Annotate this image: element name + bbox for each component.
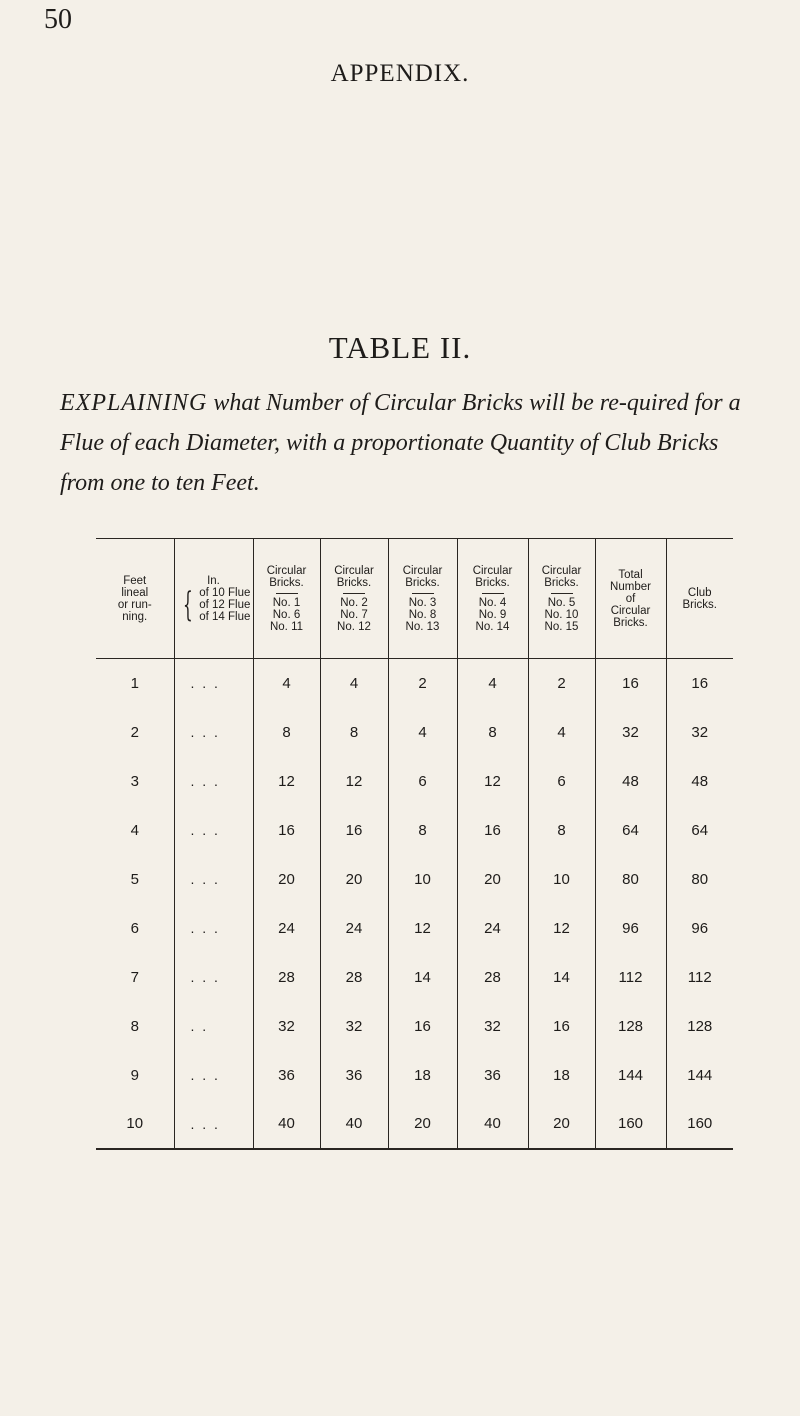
cell-circular-1: 12 [253,757,320,806]
cell-dots: . . . [174,904,253,953]
header-circular-3: Circular Bricks. No. 3 No. 8 No. 13 [388,539,457,659]
table-row [96,708,733,757]
cell-circular-1: 40 [253,1100,320,1149]
cell-circular-4: 8 [457,708,528,757]
cell-circular-3: 14 [388,953,457,1002]
cell-circular-1: 4 [253,659,320,708]
cell-circular-5: 6 [528,757,595,806]
cell-circular-5: 2 [528,659,595,708]
cell-feet: 10 [96,1100,174,1149]
cell-circular-3: 10 [388,855,457,904]
table-title: TABLE II. [328,330,472,365]
cell-circular-2: 32 [320,1002,388,1051]
cell-circular-4: 16 [457,806,528,855]
header-rule [412,593,434,594]
cell-dots: . . . [174,708,253,757]
header-circular-2: Circular Bricks. No. 2 No. 7 No. 12 [320,539,388,659]
cell-feet: 1 [130,674,139,692]
cell-circular-5: 16 [528,1002,595,1051]
cell-circular-3: 8 [388,806,457,855]
cell-circular-2: 28 [320,953,388,1002]
cell-circular-1: 8 [253,708,320,757]
cell-circular-3: 18 [388,1051,457,1100]
header-rule [482,593,504,594]
bricks-table [96,538,733,1150]
header-row [96,539,733,659]
cell-dots: . . . [174,855,253,904]
cell-dots: . . [174,1002,253,1051]
brace-glyph: { [182,584,193,625]
cell-circular-1: 16 [253,806,320,855]
cell-circular-3: 2 [388,659,457,708]
cell-club: 96 [666,904,733,953]
cell-club: 48 [666,757,733,806]
cell-dots: . . . [174,659,253,708]
cell-circular-3: 16 [388,1002,457,1051]
cell-circular-3: 12 [388,904,457,953]
cell-club: 32 [666,708,733,757]
cell-club: 80 [666,855,733,904]
cell-circular-2: 12 [320,757,388,806]
caption-lead: EXPLAINING [60,390,208,416]
cell-dots: . . . [174,1051,253,1100]
header-circular-5: Circular Bricks. No. 5 No. 10 No. 15 [528,539,595,659]
cell-dots: . . . [174,1100,253,1149]
header-rule [551,593,573,594]
cell-circular-2: 24 [320,904,388,953]
cell-dots: . . . [174,806,253,855]
cell-total: 160 [595,1100,666,1149]
cell-feet: 2 [130,723,139,741]
cell-circular-4: 32 [457,1002,528,1051]
cell-circular-2: 36 [320,1051,388,1100]
cell-total: 80 [595,855,666,904]
cell-total: 16 [595,659,666,708]
cell-circular-2: 40 [320,1100,388,1149]
cell-circular-5: 10 [528,855,595,904]
cell-circular-3: 4 [388,708,457,757]
cell-feet: 3 [130,772,139,790]
cell-total: 144 [595,1051,666,1100]
cell-circular-1: 24 [253,904,320,953]
table-row [96,1002,733,1051]
table-row [96,1051,733,1100]
cell-feet: 6 [130,919,139,937]
cell-circular-5: 8 [528,806,595,855]
table-row [96,904,733,953]
table-row [96,757,733,806]
header-feet: Feet lineal or run- ning. [96,539,174,659]
table-row [96,1100,733,1149]
table-caption [60,383,750,503]
cell-feet: 7 [130,968,139,986]
header-rule [276,593,298,594]
cell-circular-4: 28 [457,953,528,1002]
cell-circular-1: 20 [253,855,320,904]
running-head: APPENDIX. [330,60,470,87]
cell-club: 128 [666,1002,733,1051]
cell-circular-1: 32 [253,1002,320,1051]
cell-total: 48 [595,757,666,806]
cell-club: 112 [666,953,733,1002]
table-body [96,659,733,1149]
cell-circular-4: 36 [457,1051,528,1100]
cell-club: 144 [666,1051,733,1100]
cell-circular-5: 14 [528,953,595,1002]
caption-rest: what Number of Circular Bricks will be re-quired for a Flue of each Diameter, with a proportionate Quantity of Club Bricks from one to ten Feet. [60,390,741,496]
cell-total: 128 [595,1002,666,1051]
cell-circular-2: 16 [320,806,388,855]
cell-circular-4: 24 [457,904,528,953]
cell-dots: . . . [174,953,253,1002]
table-row [96,855,733,904]
cell-total: 96 [595,904,666,953]
cell-feet: 5 [130,870,139,888]
cell-circular-5: 20 [528,1100,595,1149]
header-in: In. { of 10 Flue of 12 Flue of 14 Flue [174,539,253,659]
cell-circular-5: 4 [528,708,595,757]
cell-circular-4: 12 [457,757,528,806]
cell-total: 32 [595,708,666,757]
cell-circular-5: 12 [528,904,595,953]
cell-circular-5: 18 [528,1051,595,1100]
table-row [96,659,733,708]
cell-circular-2: 8 [320,708,388,757]
cell-club: 16 [666,659,733,708]
cell-total: 64 [595,806,666,855]
cell-club: 64 [666,806,733,855]
header-circular-4: Circular Bricks. No. 4 No. 9 No. 14 [457,539,528,659]
cell-circular-2: 4 [320,659,388,708]
cell-club: 160 [666,1100,733,1149]
cell-circular-1: 28 [253,953,320,1002]
header-circular-1: Circular Bricks. No. 1 No. 6 No. 11 [253,539,320,659]
table-row [96,806,733,855]
cell-feet: 9 [130,1066,139,1084]
cell-feet: 4 [130,821,139,839]
cell-circular-3: 6 [388,757,457,806]
header-rule [343,593,365,594]
cell-circular-4: 4 [457,659,528,708]
header-total: Total Number of Circular Bricks. [595,539,666,659]
header-club: Club Bricks. [666,539,733,659]
cell-feet: 8 [130,1017,139,1035]
cell-circular-4: 20 [457,855,528,904]
cell-circular-2: 20 [320,855,388,904]
cell-circular-3: 20 [388,1100,457,1149]
cell-circular-4: 40 [457,1100,528,1149]
cell-circular-1: 36 [253,1051,320,1100]
cell-dots: . . . [174,757,253,806]
table-row [96,953,733,1002]
cell-total: 112 [595,953,666,1002]
page-number: 50 [44,4,72,35]
